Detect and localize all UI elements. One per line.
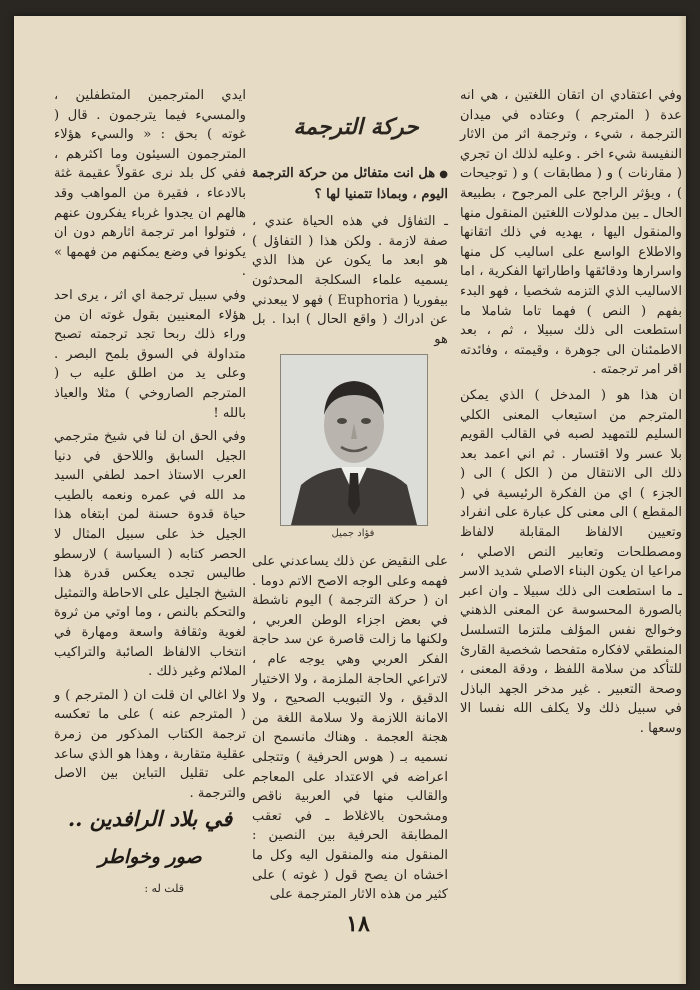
- portrait-image: [281, 355, 427, 525]
- column-right: [460, 86, 682, 739]
- magazine-page: [14, 16, 686, 984]
- article-heading: حركة الترجمة: [293, 114, 419, 140]
- section-opening-line: قلت له :: [144, 882, 184, 895]
- paragraph: على النقيض عن ذلك يساعدني على فهمه وعلى الوجه الاصح الاتم دوما . ان ( حركة الترجمة ) اليوم ناشطة في بعض اجزاء الوطن العربي ، ولكنها ما زالت قاصرة عن سد حاجة الفكر العربي وهي يوجه عام ، لاتراعي الحاجة الملزمة ، ولا الاختيار الدقيق ، ولا التبويب الصحيح ، ولا الامانة اللازمة ولا سلامة اللغة من هجنة العجمة . وهناك مانسمح ان نسميه بـ ( هوس الحرفية ) وتتجلى اعراضه في الاعتداد على المعاجم والقالب منها في العربية ناقص ومشحون بالاغلاط ـ في تعقب المطابقة الحرفية بين النصين : المنقول منه والمنقول اليه وكل ما اخشاه ان يصح قول ( غوته ) على كثير من هذه الاثار المترجمة على: [252, 554, 448, 903]
- column-left: [54, 86, 246, 803]
- column-middle-top: [252, 164, 448, 349]
- interview-question: [252, 164, 448, 204]
- paragraph: وفي سبيل ترجمة اي اثر ، يرى احد هؤلاء المعنيين بقول غوته ان من وراء ذلك ربحا تجد ترجمته تصبح متداولة في السوق بلمح البصر . وعلى يد من اطلق عليه ب ( المترجم الصاروخي ) مثلا والعياذ بالله !: [54, 287, 246, 421]
- paragraph: وفي اعتقادي ان اتقان اللغتين ، هي انه عدة ( المترجم ) وعتاده في ميدان الترجمة ، شيء ، وترجمة اثر من الاثار النفيسة شيء اخر . وعليه لذلك ان تجري ( مقارنات ) و ( مطابقات ) و ( توجيحات ) ، ويؤثر الراجح على المرجوح ، بطبيعة الحال ـ بين مدلولات اللغتين المنقول منها والمنقول اليها ، يهديه في ذلك اتقانها والاطلاع الواسع على اساليب كل منها واسرارها ودقائقها واطاراتها الفكرية ، اما الاساليب الذي التزمه شخصيا ، فهو البدء بفهم ( النص ) فهما تاما شاملا ما استطعت الى ذلك سبيلا ، ثم ، بعد الاطمئنان الى جوهرة ، وقيمته ، وفائدته اقر امر ترجمته .: [460, 88, 682, 378]
- page-number: ١٨: [346, 911, 370, 937]
- paragraph: وفي الحق ان لنا في شيخ مترجمي الجيل السابق واللاحق في دنيا العرب الاستاذ احمد لطفي السيد مد الله في عمره ونعمه بالطيب حياة قدوة حسنة لمن ابتغاه هذا الجيل خذ على سبيل المثال لا الحصر كتابه ( السياسة ) لارسطو طاليس تجده يعكس قدرة هذا الشيخ الجليل على الاحاطة والتمثيل والتحكم بالنص ، وما اوتي من ثروة لغوية وثقافة واسعة ومهارة في انتخاب الالفاظ الصائبة والتراكيب الملائم وغير ذلك .: [54, 429, 246, 680]
- paragraph: ـ التفاؤل في هذه الحياة عندي ، صفة لازمة . ولكن هذا ( التفاؤل ) هو ابعد ما يكون عن هذا الذي يسميه علماء السكلجة المحدثون بيفوريا ( Euphoria ) فهو لا يبعدني عن ادراك ( واقع الحال ) ابدا . بل هو: [252, 214, 448, 347]
- paragraph: ولا اغالي ان قلت ان ( المترجم ) و ( المترجم عنه ) على ما تعكسه ترجمة الكتاب المذكور من زمرة عقلية متقاربة ، وهذا هو الذي ساعد على تقليل التباين بين الاصل والترجمة .: [54, 687, 246, 801]
- question-bullet: ●: [439, 169, 448, 180]
- question-text: هل انت متفائل من حركة الترجمة اليوم ، وبماذا تتمنيا لها ؟: [252, 166, 448, 202]
- column-middle-bottom: [252, 552, 448, 905]
- paragraph: ايدي المترجمين المتطفلين ، والمسيء فيما يترجمون . قال ( غوته ) بحق : « والسيء هؤلاء المترجمون السيئون وما اكثرهم ، ففي كل بلد نرى عقولاً عقيمة غثة بالادعاء ، فقيرة من المواهب وقد هالهم ان يجدوا غرباء يفكرون عنهم ، فتولوا امر ترجمة اثارهم دون ان يكونوا في وضع يمكنهم من فهمها » .: [54, 88, 246, 280]
- photo-caption: فؤاد جميل: [331, 528, 375, 539]
- section-title: في بلاد الرافدين ..: [67, 806, 233, 831]
- paragraph: ان هذا هو ( المدخل ) الذي يمكن المترجم من استيعاب المعنى الكلي السليم للتمهيد لصبه في القالب القويم بلا عسر ولا اقتسار . ثم اني اعمد بعد ذلك الى الانتقال من ( الكل ) الى ( الجزء ) اي من الفكرة الرئيسية في ( المقطع ) الى معنى كل عبارة على انفراد وتعيين الالفاظ المقابلة لالفاظ ومصطلحات وتعابير النص الاصلي ، مراعيا ان يكون البناء الاصلي شديد الاسر ـ ما استطعت الى ذلك سبيلا ـ وان اعبر بالصورة المحسوسة عن المعنى الذهني وخوالج نفس المؤلف ملتزما التسلسل المنطقي لافكاره متفحصا شخصية القارئ للتأكد من سلامة اللفظ ، ودقة المعنى ، وصحة التعبير . غير مدخر الجهد الباذل في سبيل ذلك ولا يكلف الله نفسا الا وسعها .: [460, 387, 682, 736]
- portrait-photo: [280, 354, 428, 526]
- section-subtitle: صور وخواطر: [98, 846, 202, 868]
